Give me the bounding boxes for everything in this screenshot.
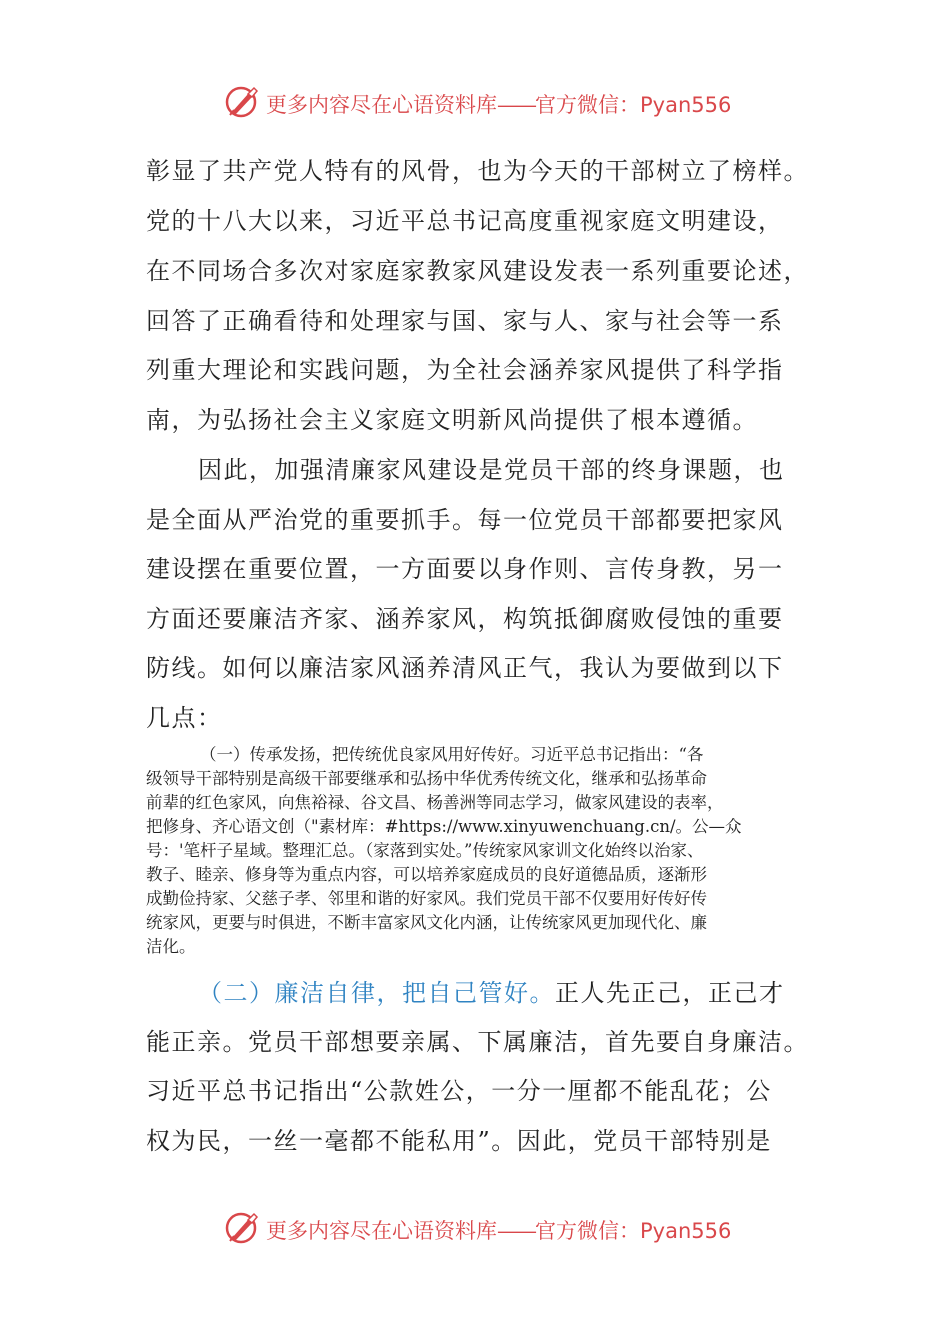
paragraph-3-line: 教子、睦亲、修身等为重点内容，可以培养家庭成员的良好道德品质，逐渐形 [146, 865, 707, 884]
banner-separator: —— [497, 1219, 535, 1243]
paragraph-3-line: 号：'笔杆子星域。整理汇总。（家落到实处。”传统家风家训文化始终以治家、 [146, 841, 704, 860]
paragraph-4-first-line [198, 977, 785, 1009]
banner-wechat-text: 官方微信：Pyan556 [535, 1219, 732, 1243]
banner-site-text: 更多内容尽在心语资料库 [266, 93, 497, 117]
paragraph-2-line: 因此，加强清廉家风建设是党员干部的终身课题，也 [198, 456, 785, 484]
header-banner [0, 82, 950, 122]
banner-separator: —— [497, 93, 535, 117]
pen-logo-icon [224, 1210, 260, 1246]
banner-site-text: 更多内容尽在心语资料库 [266, 1219, 497, 1243]
banner-wechat-text: 官方微信：Pyan556 [535, 93, 732, 117]
paragraph-2-line: 几点： [146, 704, 223, 732]
paragraph-2-line: 建设摆在重要位置，一方面要以身作则、言传身教，另一 [146, 555, 784, 583]
pen-logo-icon [224, 84, 260, 120]
paragraph-2-line: 方面还要廉洁齐家、涵养家风，构筑抵御腐败侵蚀的重要 [146, 605, 784, 633]
paragraph-1-line: 党的十八大以来，习近平总书记高度重视家庭文明建设， [146, 207, 784, 235]
paragraph-1-line: 回答了正确看待和处理家与国、家与人、家与社会等一系 [146, 307, 784, 335]
section-heading: （二）廉洁自律，把自己管好。 [198, 979, 555, 1007]
paragraph-1-line: 列重大理论和实践问题，为全社会涵养家风提供了科学指 [146, 356, 784, 384]
paragraph-3-line: 级领导干部特别是高级干部要继承和弘扬中华优秀传统文化，继承和弘扬革命 [146, 769, 707, 788]
banner-text [266, 1215, 731, 1245]
paragraph-3-line: 洁化。 [146, 937, 196, 956]
paragraph-4-line: 权为民，一丝一毫都不能私用”。因此，党员干部特别是 [146, 1127, 772, 1155]
banner-text [266, 89, 731, 119]
paragraph-4-text: 正人先正己，正己才 [555, 979, 785, 1007]
paragraph-2-line: 是全面从严治党的重要抓手。每一位党员干部都要把家风 [146, 506, 784, 534]
paragraph-3-line: 统家风，更要与时俱进，不断丰富家风文化内涵，让传统家风更加现代化、廉 [146, 913, 707, 932]
paragraph-3-line: 把修身、齐心语文创（"素材库：#https://www.xinyuwenchuang.cn/。公—众 [146, 817, 742, 836]
paragraph-1-line: 南，为弘扬社会主义家庭文明新风尚提供了根本遵循。 [146, 406, 758, 434]
paragraph-3-line: （一）传承发扬，把传统优良家风用好传好。习近平总书记指出：“各 [200, 745, 704, 764]
paragraph-4-line: 能正亲。党员干部想要亲属、下属廉洁，首先要自身廉洁。 [146, 1028, 809, 1056]
footer-banner [0, 1208, 950, 1248]
paragraph-3-line: 前辈的红色家风，向焦裕禄、谷文昌、杨善洲等同志学习，做家风建设的表率， [146, 793, 724, 812]
paragraph-1-line: 在不同场合多次对家庭家教家风建设发表一系列重要论述， [146, 257, 809, 285]
paragraph-2-line: 防线。如何以廉洁家风涵养清风正气，我认为要做到以下 [146, 654, 784, 682]
paragraph-3-line: 成勤俭持家、父慈子孝、邻里和谐的好家风。我们党员干部不仅要用好传好传 [146, 889, 707, 908]
paragraph-4-line: 习近平总书记指出“公款姓公，一分一厘都不能乱花；公 [146, 1077, 772, 1105]
paragraph-1-line: 彰显了共产党人特有的风骨，也为今天的干部树立了榜样。 [146, 157, 809, 185]
